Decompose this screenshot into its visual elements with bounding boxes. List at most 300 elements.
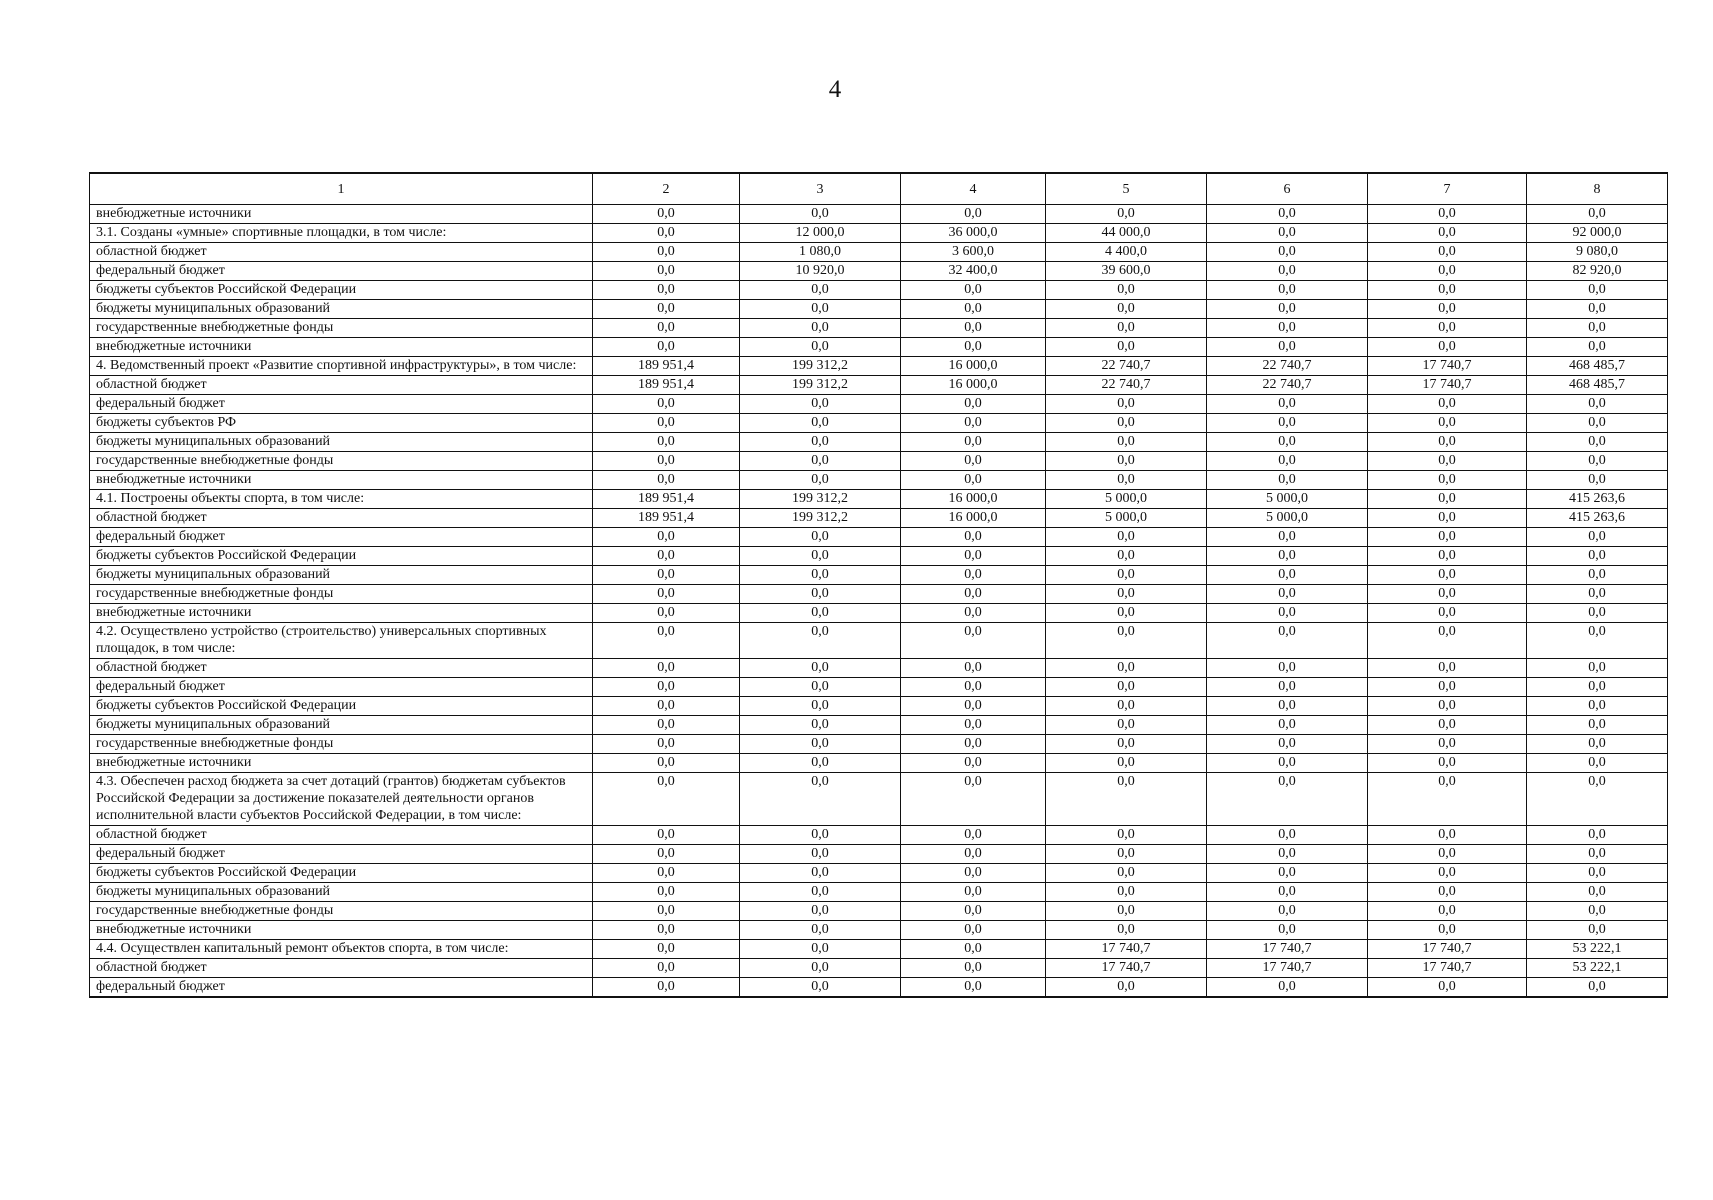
- row-value: 0,0: [740, 826, 901, 845]
- column-header: 4: [901, 173, 1046, 205]
- row-value: 16 000,0: [901, 490, 1046, 509]
- row-value: 0,0: [593, 528, 740, 547]
- row-value: 0,0: [593, 452, 740, 471]
- row-value: 0,0: [740, 205, 901, 224]
- row-value: 0,0: [1046, 585, 1207, 604]
- table-row: [90, 678, 1668, 697]
- row-value: 0,0: [1527, 978, 1668, 998]
- row-value: 0,0: [1527, 471, 1668, 490]
- row-value: 0,0: [1368, 754, 1527, 773]
- row-value: 0,0: [1046, 921, 1207, 940]
- row-value: 0,0: [593, 471, 740, 490]
- row-value: 0,0: [1368, 773, 1527, 826]
- row-value: 0,0: [740, 659, 901, 678]
- table-row: [90, 395, 1668, 414]
- row-value: 415 263,6: [1527, 509, 1668, 528]
- row-value: 0,0: [593, 959, 740, 978]
- row-value: 0,0: [1368, 659, 1527, 678]
- row-value: 0,0: [740, 319, 901, 338]
- row-value: 0,0: [593, 338, 740, 357]
- row-value: 0,0: [740, 883, 901, 902]
- row-label: федеральный бюджет: [90, 845, 593, 864]
- row-value: 0,0: [1207, 262, 1368, 281]
- table-row: [90, 490, 1668, 509]
- row-value: 0,0: [593, 883, 740, 902]
- row-value: 415 263,6: [1527, 490, 1668, 509]
- row-value: 0,0: [740, 678, 901, 697]
- row-value: 0,0: [593, 395, 740, 414]
- row-value: 0,0: [1527, 735, 1668, 754]
- budget-table: [89, 172, 1668, 998]
- row-value: 0,0: [740, 978, 901, 998]
- column-header: 2: [593, 173, 740, 205]
- row-label: государственные внебюджетные фонды: [90, 585, 593, 604]
- row-value: 0,0: [1207, 338, 1368, 357]
- row-value: 17 740,7: [1207, 940, 1368, 959]
- row-value: 0,0: [740, 845, 901, 864]
- row-value: 0,0: [740, 623, 901, 659]
- row-value: 0,0: [1368, 414, 1527, 433]
- row-value: 0,0: [1207, 735, 1368, 754]
- row-value: 16 000,0: [901, 357, 1046, 376]
- table-row: [90, 300, 1668, 319]
- row-value: 0,0: [1046, 735, 1207, 754]
- column-header: 3: [740, 173, 901, 205]
- table-row: [90, 940, 1668, 959]
- row-value: 0,0: [1368, 921, 1527, 940]
- table-row: [90, 604, 1668, 623]
- row-value: 0,0: [1527, 300, 1668, 319]
- row-value: 0,0: [593, 921, 740, 940]
- row-value: 0,0: [1368, 566, 1527, 585]
- row-value: 0,0: [1527, 433, 1668, 452]
- table-row: [90, 773, 1668, 826]
- row-value: 0,0: [1368, 205, 1527, 224]
- row-value: 22 740,7: [1207, 376, 1368, 395]
- row-value: 0,0: [1368, 433, 1527, 452]
- row-value: 0,0: [1207, 754, 1368, 773]
- row-value: 0,0: [1046, 471, 1207, 490]
- row-label: внебюджетные источники: [90, 921, 593, 940]
- row-value: 0,0: [1527, 826, 1668, 845]
- row-label: федеральный бюджет: [90, 262, 593, 281]
- row-value: 0,0: [1368, 585, 1527, 604]
- row-value: 0,0: [1368, 281, 1527, 300]
- row-label: областной бюджет: [90, 826, 593, 845]
- row-value: 0,0: [1207, 433, 1368, 452]
- row-value: 0,0: [1368, 735, 1527, 754]
- row-value: 0,0: [740, 300, 901, 319]
- row-value: 0,0: [1046, 319, 1207, 338]
- row-value: 92 000,0: [1527, 224, 1668, 243]
- row-value: 53 222,1: [1527, 959, 1668, 978]
- row-value: 0,0: [1046, 978, 1207, 998]
- row-value: 199 312,2: [740, 490, 901, 509]
- row-value: 0,0: [1527, 547, 1668, 566]
- row-label: бюджеты муниципальных образований: [90, 566, 593, 585]
- row-value: 0,0: [1527, 338, 1668, 357]
- row-value: 0,0: [593, 773, 740, 826]
- row-value: 0,0: [901, 826, 1046, 845]
- row-value: 0,0: [593, 716, 740, 735]
- row-value: 0,0: [1046, 697, 1207, 716]
- row-value: 22 740,7: [1207, 357, 1368, 376]
- row-value: 0,0: [1368, 319, 1527, 338]
- row-value: 0,0: [740, 566, 901, 585]
- row-label: 4.3. Обеспечен расход бюджета за счет дотаций (грантов) бюджетам субъектов Российской Федерации за достижение показателей деятельности органов исполнительной власти субъектов Российской Федерации, в том числе:: [90, 773, 593, 826]
- row-value: 5 000,0: [1046, 490, 1207, 509]
- row-value: 0,0: [901, 940, 1046, 959]
- row-value: 468 485,7: [1527, 376, 1668, 395]
- row-value: 17 740,7: [1368, 357, 1527, 376]
- row-value: 0,0: [1368, 883, 1527, 902]
- row-value: 0,0: [1527, 754, 1668, 773]
- row-value: 0,0: [1368, 902, 1527, 921]
- table-row: [90, 566, 1668, 585]
- row-value: 0,0: [1368, 300, 1527, 319]
- row-value: 0,0: [740, 716, 901, 735]
- row-value: 0,0: [593, 697, 740, 716]
- table-row: [90, 376, 1668, 395]
- row-value: 0,0: [593, 678, 740, 697]
- row-value: 0,0: [901, 604, 1046, 623]
- row-value: 0,0: [1046, 623, 1207, 659]
- row-value: 0,0: [1527, 395, 1668, 414]
- row-label: бюджеты субъектов Российской Федерации: [90, 281, 593, 300]
- row-value: 0,0: [1207, 716, 1368, 735]
- row-label: 3.1. Созданы «умные» спортивные площадки, в том числе:: [90, 224, 593, 243]
- row-value: 3 600,0: [901, 243, 1046, 262]
- row-value: 0,0: [1046, 452, 1207, 471]
- row-value: 0,0: [901, 528, 1046, 547]
- row-value: 0,0: [593, 243, 740, 262]
- row-value: 53 222,1: [1527, 940, 1668, 959]
- row-value: 0,0: [1368, 338, 1527, 357]
- row-value: 0,0: [1207, 902, 1368, 921]
- row-value: 199 312,2: [740, 357, 901, 376]
- row-value: 0,0: [1207, 773, 1368, 826]
- row-label: федеральный бюджет: [90, 395, 593, 414]
- table-row: [90, 528, 1668, 547]
- row-value: 0,0: [740, 902, 901, 921]
- row-value: 0,0: [1207, 623, 1368, 659]
- row-label: областной бюджет: [90, 243, 593, 262]
- row-value: 0,0: [593, 845, 740, 864]
- row-value: 0,0: [1046, 864, 1207, 883]
- row-value: 10 920,0: [740, 262, 901, 281]
- row-value: 0,0: [1207, 697, 1368, 716]
- row-value: 0,0: [1368, 978, 1527, 998]
- row-value: 0,0: [901, 921, 1046, 940]
- row-value: 0,0: [1368, 452, 1527, 471]
- row-value: 189 951,4: [593, 376, 740, 395]
- row-value: 0,0: [1207, 978, 1368, 998]
- row-label: внебюджетные источники: [90, 205, 593, 224]
- row-value: 0,0: [1046, 902, 1207, 921]
- row-value: 0,0: [593, 754, 740, 773]
- row-value: 0,0: [901, 978, 1046, 998]
- row-value: 0,0: [1207, 414, 1368, 433]
- row-value: 0,0: [593, 978, 740, 998]
- row-value: 199 312,2: [740, 376, 901, 395]
- row-value: 0,0: [740, 735, 901, 754]
- row-value: 17 740,7: [1368, 940, 1527, 959]
- row-value: 0,0: [740, 452, 901, 471]
- row-label: внебюджетные источники: [90, 604, 593, 623]
- row-value: 0,0: [1046, 566, 1207, 585]
- row-value: 0,0: [901, 547, 1046, 566]
- row-value: 0,0: [740, 773, 901, 826]
- row-value: 0,0: [593, 864, 740, 883]
- row-value: 0,0: [740, 585, 901, 604]
- row-value: 0,0: [593, 826, 740, 845]
- row-value: 189 951,4: [593, 490, 740, 509]
- row-label: бюджеты муниципальных образований: [90, 716, 593, 735]
- row-value: 0,0: [901, 773, 1046, 826]
- row-label: 4.2. Осуществлено устройство (строительство) универсальных спортивных площадок, в том числе:: [90, 623, 593, 659]
- table-row: [90, 978, 1668, 998]
- row-value: 32 400,0: [901, 262, 1046, 281]
- row-value: 0,0: [1207, 864, 1368, 883]
- row-label: государственные внебюджетные фонды: [90, 902, 593, 921]
- row-value: 0,0: [1368, 547, 1527, 566]
- row-value: 0,0: [901, 452, 1046, 471]
- row-value: 0,0: [901, 845, 1046, 864]
- row-value: 0,0: [1046, 300, 1207, 319]
- table-row: [90, 471, 1668, 490]
- row-value: 0,0: [593, 319, 740, 338]
- row-value: 0,0: [1527, 921, 1668, 940]
- row-value: 0,0: [1368, 845, 1527, 864]
- row-value: 5 000,0: [1046, 509, 1207, 528]
- row-value: 0,0: [740, 528, 901, 547]
- header-row: [90, 173, 1668, 205]
- row-value: 0,0: [1207, 395, 1368, 414]
- table-row: [90, 716, 1668, 735]
- table-row: [90, 243, 1668, 262]
- row-value: 0,0: [1527, 281, 1668, 300]
- row-value: 0,0: [740, 921, 901, 940]
- table-row: [90, 623, 1668, 659]
- row-value: 0,0: [593, 547, 740, 566]
- row-value: 0,0: [1368, 262, 1527, 281]
- table-row: [90, 433, 1668, 452]
- row-value: 0,0: [1368, 623, 1527, 659]
- row-value: 0,0: [740, 281, 901, 300]
- row-value: 0,0: [593, 735, 740, 754]
- row-value: 0,0: [1207, 319, 1368, 338]
- row-value: 0,0: [1046, 338, 1207, 357]
- row-value: 44 000,0: [1046, 224, 1207, 243]
- row-value: 0,0: [1368, 678, 1527, 697]
- row-value: 0,0: [901, 959, 1046, 978]
- column-header: 1: [90, 173, 593, 205]
- row-label: внебюджетные источники: [90, 754, 593, 773]
- row-value: 17 740,7: [1046, 959, 1207, 978]
- row-value: 17 740,7: [1207, 959, 1368, 978]
- row-value: 0,0: [740, 864, 901, 883]
- row-value: 0,0: [1046, 205, 1207, 224]
- row-value: 0,0: [1207, 566, 1368, 585]
- row-value: 0,0: [901, 205, 1046, 224]
- row-label: областной бюджет: [90, 509, 593, 528]
- row-value: 0,0: [1046, 547, 1207, 566]
- row-value: 0,0: [1207, 471, 1368, 490]
- row-value: 16 000,0: [901, 376, 1046, 395]
- row-value: 0,0: [901, 883, 1046, 902]
- row-value: 0,0: [1046, 604, 1207, 623]
- page-number: 4: [828, 76, 842, 103]
- row-value: 0,0: [593, 585, 740, 604]
- row-value: 199 312,2: [740, 509, 901, 528]
- row-value: 0,0: [1207, 452, 1368, 471]
- row-value: 0,0: [1207, 528, 1368, 547]
- table-row: [90, 902, 1668, 921]
- row-label: областной бюджет: [90, 659, 593, 678]
- table-row: [90, 883, 1668, 902]
- row-value: 0,0: [901, 623, 1046, 659]
- row-value: 0,0: [1046, 845, 1207, 864]
- row-value: 0,0: [1368, 864, 1527, 883]
- row-value: 0,0: [1207, 883, 1368, 902]
- row-value: 16 000,0: [901, 509, 1046, 528]
- row-value: 5 000,0: [1207, 509, 1368, 528]
- column-header: 5: [1046, 173, 1207, 205]
- row-value: 0,0: [1368, 243, 1527, 262]
- row-value: 0,0: [1046, 826, 1207, 845]
- row-value: 0,0: [740, 395, 901, 414]
- row-value: 0,0: [593, 262, 740, 281]
- table-row: [90, 452, 1668, 471]
- row-value: 0,0: [1368, 224, 1527, 243]
- row-value: 1 080,0: [740, 243, 901, 262]
- table-body: [90, 205, 1668, 998]
- row-value: 0,0: [901, 433, 1046, 452]
- row-value: 0,0: [1527, 414, 1668, 433]
- row-value: 0,0: [901, 281, 1046, 300]
- row-value: 0,0: [1527, 585, 1668, 604]
- table-row: [90, 338, 1668, 357]
- table-row: [90, 262, 1668, 281]
- row-value: 0,0: [1368, 395, 1527, 414]
- table-row: [90, 659, 1668, 678]
- row-label: государственные внебюджетные фонды: [90, 452, 593, 471]
- row-value: 0,0: [901, 471, 1046, 490]
- row-value: 0,0: [1207, 921, 1368, 940]
- row-value: 17 740,7: [1046, 940, 1207, 959]
- row-value: 0,0: [740, 604, 901, 623]
- table-row: [90, 547, 1668, 566]
- row-label: государственные внебюджетные фонды: [90, 735, 593, 754]
- row-value: 0,0: [1207, 547, 1368, 566]
- row-value: 0,0: [1207, 300, 1368, 319]
- row-value: 0,0: [1046, 773, 1207, 826]
- row-value: 39 600,0: [1046, 262, 1207, 281]
- table-row: [90, 921, 1668, 940]
- row-value: 0,0: [1527, 678, 1668, 697]
- row-value: 0,0: [740, 959, 901, 978]
- column-header: 7: [1368, 173, 1527, 205]
- row-label: федеральный бюджет: [90, 528, 593, 547]
- row-value: 0,0: [1527, 902, 1668, 921]
- row-label: 4. Ведомственный проект «Развитие спортивной инфраструктуры», в том числе:: [90, 357, 593, 376]
- row-value: 0,0: [593, 414, 740, 433]
- row-value: 0,0: [1207, 845, 1368, 864]
- table-row: [90, 864, 1668, 883]
- row-value: 0,0: [1368, 490, 1527, 509]
- row-value: 0,0: [1368, 471, 1527, 490]
- table-row: [90, 357, 1668, 376]
- row-label: внебюджетные источники: [90, 471, 593, 490]
- table-row: [90, 414, 1668, 433]
- row-value: 17 740,7: [1368, 376, 1527, 395]
- row-value: 0,0: [1046, 678, 1207, 697]
- row-value: 0,0: [593, 224, 740, 243]
- row-value: 0,0: [593, 902, 740, 921]
- table-row: [90, 205, 1668, 224]
- row-value: 0,0: [593, 433, 740, 452]
- row-value: 0,0: [1207, 281, 1368, 300]
- row-value: 0,0: [593, 566, 740, 585]
- table-row: [90, 735, 1668, 754]
- row-value: 0,0: [901, 716, 1046, 735]
- row-value: 0,0: [1046, 659, 1207, 678]
- row-label: внебюджетные источники: [90, 338, 593, 357]
- row-value: 0,0: [593, 300, 740, 319]
- row-value: 0,0: [1207, 678, 1368, 697]
- row-label: государственные внебюджетные фонды: [90, 319, 593, 338]
- row-value: 0,0: [1207, 205, 1368, 224]
- row-value: 0,0: [1368, 509, 1527, 528]
- row-value: 0,0: [1527, 205, 1668, 224]
- row-label: бюджеты субъектов РФ: [90, 414, 593, 433]
- row-value: 0,0: [901, 902, 1046, 921]
- row-value: 0,0: [1046, 528, 1207, 547]
- row-value: 0,0: [901, 395, 1046, 414]
- row-value: 0,0: [740, 338, 901, 357]
- row-value: 0,0: [1527, 773, 1668, 826]
- row-label: бюджеты субъектов Российской Федерации: [90, 864, 593, 883]
- row-value: 0,0: [901, 659, 1046, 678]
- row-label: областной бюджет: [90, 959, 593, 978]
- column-header: 6: [1207, 173, 1368, 205]
- row-value: 9 080,0: [1527, 243, 1668, 262]
- row-label: бюджеты муниципальных образований: [90, 883, 593, 902]
- row-value: 0,0: [1527, 319, 1668, 338]
- row-value: 0,0: [1527, 716, 1668, 735]
- row-value: 0,0: [901, 566, 1046, 585]
- row-value: 0,0: [740, 754, 901, 773]
- row-value: 468 485,7: [1527, 357, 1668, 376]
- row-value: 0,0: [901, 864, 1046, 883]
- row-value: 0,0: [593, 940, 740, 959]
- row-value: 0,0: [1207, 585, 1368, 604]
- row-label: федеральный бюджет: [90, 678, 593, 697]
- table-row: [90, 845, 1668, 864]
- row-value: 0,0: [1368, 528, 1527, 547]
- table-row: [90, 754, 1668, 773]
- row-value: 0,0: [1046, 883, 1207, 902]
- row-value: 0,0: [1046, 281, 1207, 300]
- row-value: 36 000,0: [901, 224, 1046, 243]
- table-row: [90, 697, 1668, 716]
- row-value: 0,0: [593, 205, 740, 224]
- row-value: 0,0: [1527, 452, 1668, 471]
- row-value: 12 000,0: [740, 224, 901, 243]
- row-value: 0,0: [901, 338, 1046, 357]
- row-label: бюджеты муниципальных образований: [90, 300, 593, 319]
- row-value: 0,0: [593, 281, 740, 300]
